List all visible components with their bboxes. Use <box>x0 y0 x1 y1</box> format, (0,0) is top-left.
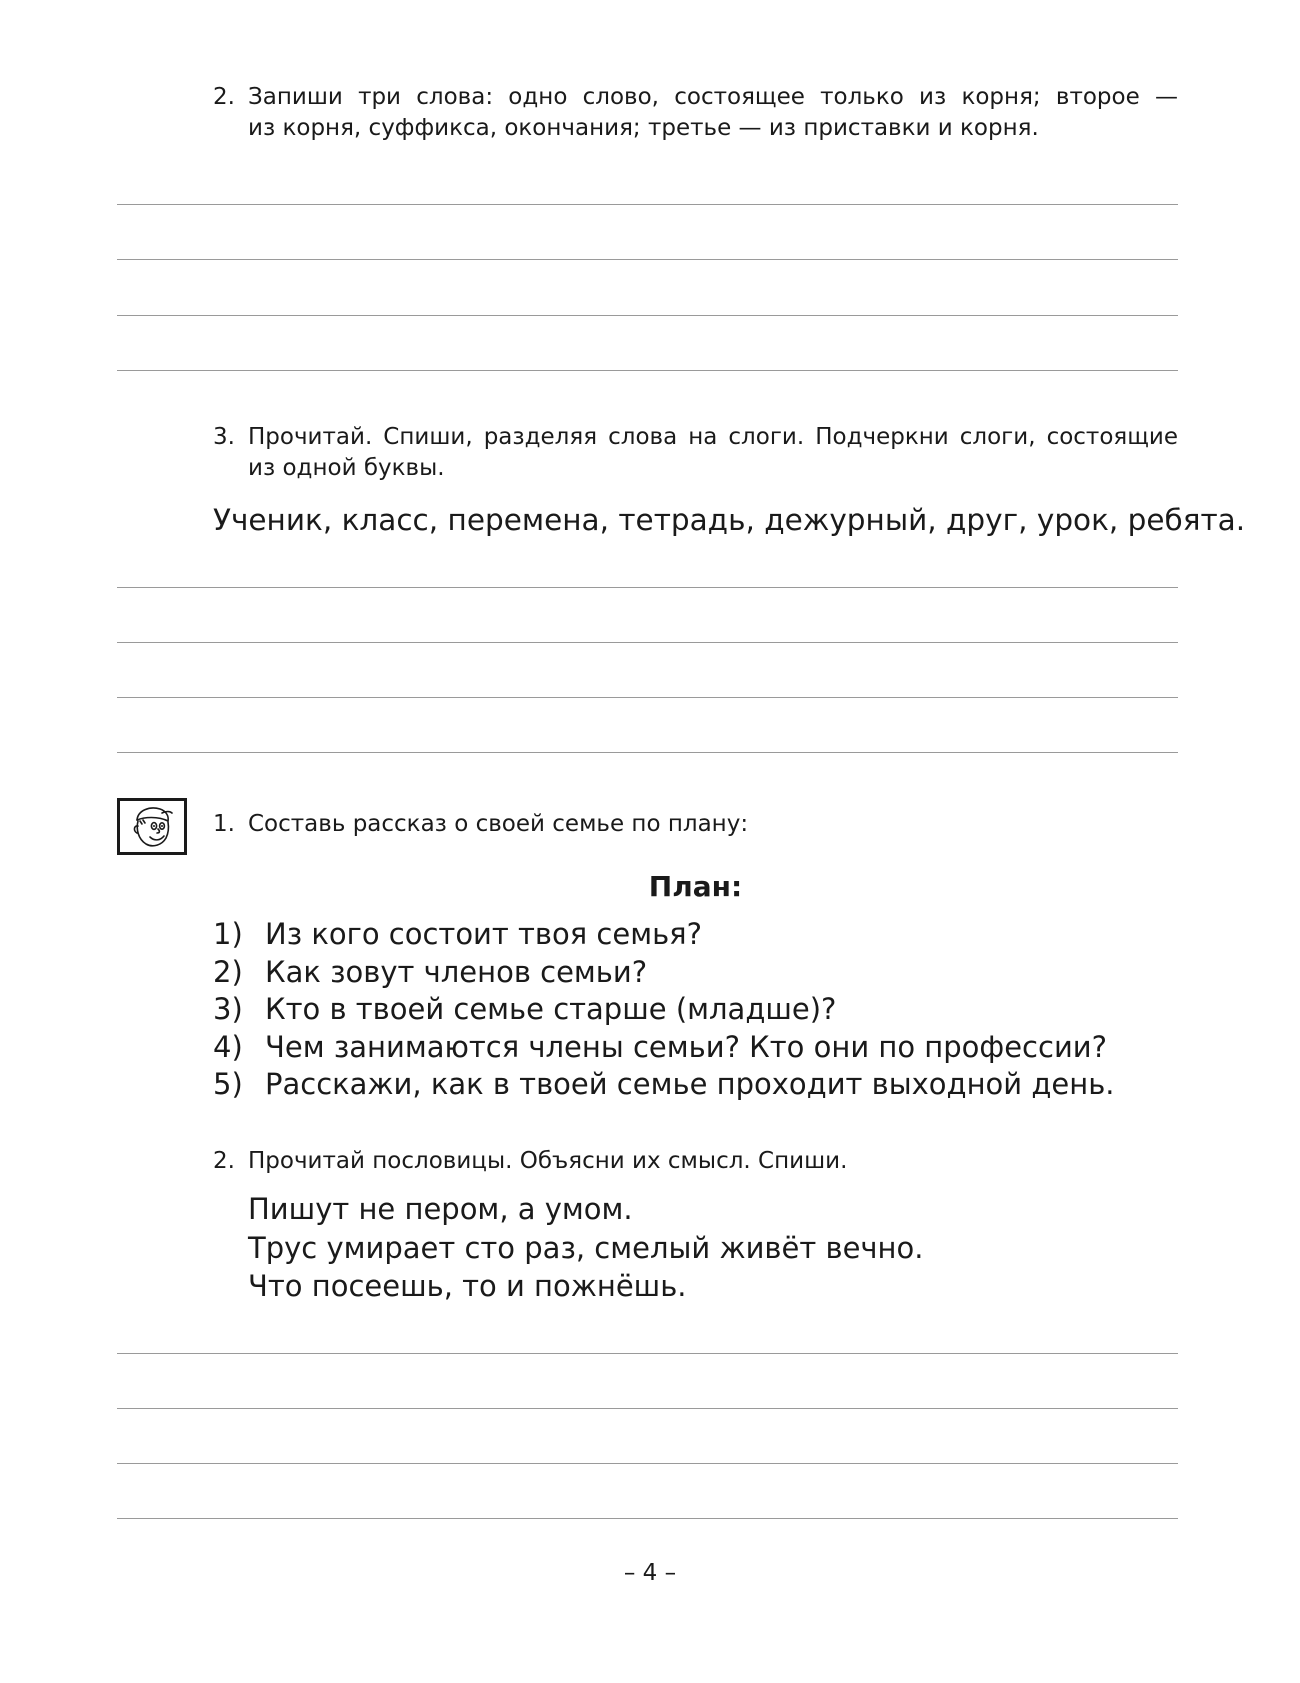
plan-item-number: 3) <box>213 992 243 1026</box>
task-2-number: 2. <box>213 84 235 110</box>
plan-item <box>213 1066 1178 1104</box>
plan-item <box>213 916 1178 954</box>
task-3 <box>213 422 1178 484</box>
task-3-line2: из одной буквы. <box>248 455 445 481</box>
proverbs <box>248 1190 923 1306</box>
plan-item-text: Из кого состоит твоя семья? <box>265 917 702 951</box>
plan-item <box>213 991 1178 1029</box>
task-b1 <box>213 809 1178 840</box>
page-number: – 4 – <box>623 1560 677 1586</box>
answer-line[interactable] <box>117 1463 1178 1464</box>
plan-item-text: Расскажи, как в твоей семье проходит выходной день. <box>265 1067 1115 1101</box>
plan-item-number: 1) <box>213 917 243 951</box>
plan-item-number: 4) <box>213 1029 243 1064</box>
plan-item-text: Чем занимаются члены семьи? Кто они по профессии? <box>265 1029 1108 1064</box>
answer-line[interactable] <box>117 1408 1178 1409</box>
plan-item <box>213 1029 1178 1067</box>
plan-item <box>213 954 1178 992</box>
answer-line[interactable] <box>117 587 1178 588</box>
answer-line[interactable] <box>117 204 1178 205</box>
plan-item-text: Кто в твоей семье старше (младше)? <box>265 992 837 1026</box>
boy-face-icon <box>117 798 187 855</box>
answer-line[interactable] <box>117 370 1178 371</box>
answer-line[interactable] <box>117 1353 1178 1354</box>
plan-list <box>213 916 1178 1104</box>
task-b1-number: 1. <box>213 811 235 837</box>
answer-line[interactable] <box>117 1518 1178 1519</box>
task-b2-number: 2. <box>213 1148 235 1174</box>
answer-line[interactable] <box>117 259 1178 260</box>
answer-line[interactable] <box>117 697 1178 698</box>
task-2-line1 <box>213 82 1178 113</box>
answer-line[interactable] <box>117 315 1178 316</box>
task-3-text: Прочитай. Спиши, разделяя слова на слоги. Подчеркни слоги, состоящие <box>248 424 1178 450</box>
plan-title: План: <box>648 870 743 903</box>
task-3-line1 <box>213 422 1178 453</box>
task-b2 <box>213 1146 1178 1177</box>
task-2-text: Запиши три слова: одно слово, состоящее только из корня; второе — <box>248 84 1178 110</box>
plan-item-number: 5) <box>213 1067 243 1101</box>
task-3-number: 3. <box>213 424 235 450</box>
proverb: Что посеешь, то и пожнёшь. <box>248 1269 687 1303</box>
task-b1-text: Составь рассказ о своей семье по плану: <box>248 811 749 837</box>
answer-line[interactable] <box>117 642 1178 643</box>
task-2-line2: из корня, суффикса, окончания; третье — из приставки и корня. <box>248 115 1039 141</box>
proverb: Трус умирает сто раз, смелый живёт вечно. <box>248 1230 924 1265</box>
task-2 <box>213 82 1178 144</box>
proverb: Пишут не пером, а умом. <box>248 1192 633 1226</box>
task-b2-text: Прочитай пословицы. Объясни их смысл. Спиши. <box>248 1148 848 1174</box>
plan-item-number: 2) <box>213 954 243 989</box>
task-3-words: Ученик, класс, перемена, тетрадь, дежурный, друг, урок, ребята. <box>213 503 1246 537</box>
answer-line[interactable] <box>117 752 1178 753</box>
plan-item-text: Как зовут членов семьи? <box>265 954 648 989</box>
